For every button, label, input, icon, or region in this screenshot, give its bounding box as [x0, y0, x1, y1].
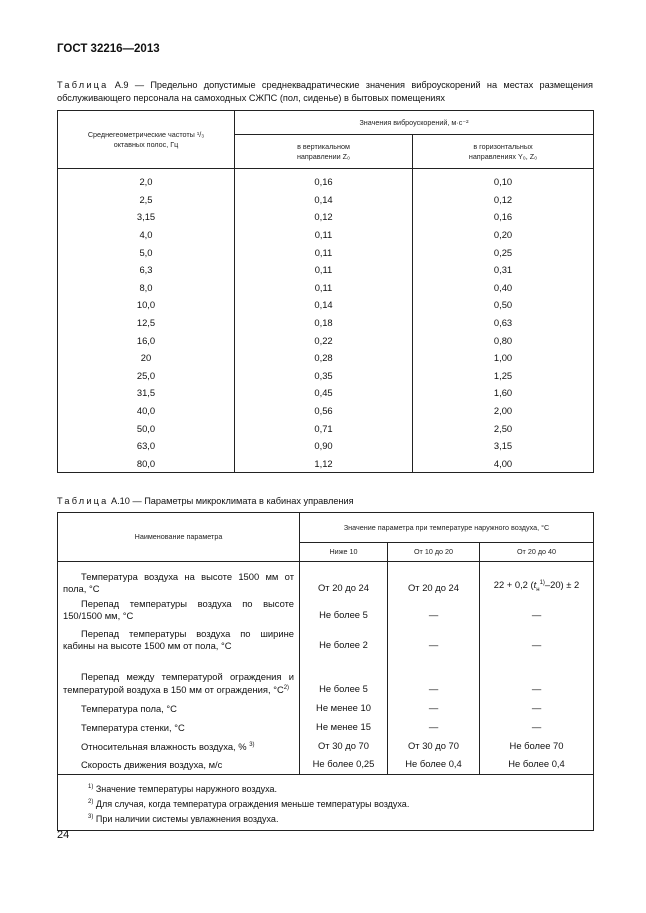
- freq-cell: 16,0: [58, 331, 235, 349]
- param-value: От 20 до 24: [388, 562, 480, 595]
- document-header: ГОСТ 32216—2013: [57, 43, 160, 55]
- table-row: [58, 622, 594, 652]
- vertical-cell: 0,11: [235, 261, 413, 279]
- vertical-cell: 0,14: [235, 296, 413, 314]
- param-value: От 30 до 70: [300, 734, 388, 753]
- param-value: Не более 70: [480, 734, 594, 753]
- table-row: [58, 753, 594, 775]
- formula-prefix: 22 + 0,2 (: [493, 578, 534, 590]
- vertical-cell: 0,71: [235, 419, 413, 437]
- col-header-vertical: в вертикальном направлении Z₀: [235, 135, 413, 169]
- vertical-cell: 0,14: [235, 191, 413, 209]
- footnotes-cell: [58, 775, 594, 831]
- footnote-mark: 2): [88, 799, 94, 805]
- col-header-param-values: Значение параметра при температуре наружного воздуха, °С: [300, 513, 594, 543]
- param-value: Не менее 15: [300, 715, 388, 734]
- freq-cell: 8,0: [58, 279, 235, 297]
- param-value: От 30 до 70: [388, 734, 480, 753]
- table-row: [58, 331, 594, 349]
- param-name: Температура стенки, °С: [58, 715, 300, 734]
- table-row: [58, 173, 594, 191]
- horizontal-cell: 0,80: [413, 331, 594, 349]
- horizontal-cell: 0,12: [413, 191, 594, 209]
- table-row: [58, 696, 594, 715]
- col-header-20-40: От 20 до 40: [480, 543, 594, 562]
- param-value: —: [480, 622, 594, 652]
- horizontal-cell: 0,20: [413, 226, 594, 244]
- table-row: [58, 562, 594, 595]
- param-value: Не более 2: [300, 622, 388, 652]
- table-row: [58, 402, 594, 420]
- footnote: [88, 811, 593, 826]
- formula-variable: t: [533, 578, 537, 590]
- freq-cell: 31,5: [58, 384, 235, 402]
- vertical-cell: 0,11: [235, 279, 413, 297]
- param-name: Температура пола, °С: [58, 696, 300, 715]
- param-value: Не более 0,4: [388, 753, 480, 775]
- freq-cell: 5,0: [58, 243, 235, 261]
- table-row: [58, 296, 594, 314]
- param-value: Не более 5: [300, 595, 388, 622]
- col-header-frequency: Среднегеометрические частоты ¹/₃ октавных полос, Гц: [58, 111, 235, 169]
- param-name: Перепад температуры воздуха по высоте 150/1500 мм, °С: [58, 595, 300, 622]
- vertical-cell: 0,22: [235, 331, 413, 349]
- table-label: Таблица: [57, 80, 109, 90]
- formula-subscript: н: [536, 586, 540, 593]
- horizontal-cell: 0,31: [413, 261, 594, 279]
- table-row: [58, 279, 594, 297]
- horizontal-cell: 2,00: [413, 402, 594, 420]
- freq-cell: 12,5: [58, 314, 235, 332]
- horizontal-cell: 4,00: [413, 455, 594, 473]
- table-row: [58, 437, 594, 455]
- vertical-cell: 0,56: [235, 402, 413, 420]
- param-value: —: [388, 696, 480, 715]
- param-value: Не более 5: [300, 652, 388, 696]
- param-value: —: [480, 652, 594, 696]
- table-row: [58, 715, 594, 734]
- vertical-cell: 1,12: [235, 455, 413, 473]
- footnote-text: При наличии системы увлажнения воздуха.: [95, 814, 279, 824]
- param-name: Температура воздуха на высоте 1500 мм от пола, °С: [58, 562, 300, 595]
- table-row: [58, 455, 594, 473]
- horizontal-cell: 0,63: [413, 314, 594, 332]
- table-row: [58, 191, 594, 209]
- horizontal-cell: 0,50: [413, 296, 594, 314]
- footnote: [88, 781, 593, 796]
- col-header-horizontal: в горизонтальных направлениях Y₀, Z₀: [413, 135, 594, 169]
- vertical-cell: 0,11: [235, 243, 413, 261]
- table-row: [58, 314, 594, 332]
- table-a10-caption: [57, 495, 593, 508]
- param-value: —: [480, 696, 594, 715]
- freq-cell: 4,0: [58, 226, 235, 244]
- vertical-cell: 0,16: [235, 173, 413, 191]
- param-name-text: Относительная влажность воздуха, %: [81, 740, 247, 752]
- vertical-cell: 0,11: [235, 226, 413, 244]
- param-value: —: [388, 595, 480, 622]
- page-number: 24: [57, 829, 70, 841]
- footnote-ref: 2): [283, 684, 290, 691]
- freq-cell: 6,3: [58, 261, 235, 279]
- table-row: [58, 652, 594, 696]
- col-header-name: Наименование параметра: [58, 513, 300, 562]
- footnote: [88, 796, 593, 811]
- param-name: [58, 652, 300, 696]
- footnote-ref: 3): [249, 741, 255, 748]
- vertical-cell: 0,90: [235, 437, 413, 455]
- freq-cell: 50,0: [58, 419, 235, 437]
- param-name: Скорость движения воздуха, м/с: [58, 753, 300, 775]
- table-row: [58, 734, 594, 753]
- horizontal-cell: 1,60: [413, 384, 594, 402]
- table-row: [58, 367, 594, 385]
- table-row: [58, 595, 594, 622]
- param-name: Перепад температуры воздуха по ширине кабины на высоте 1500 мм от пола, °С: [58, 622, 300, 652]
- freq-cell: 2,5: [58, 191, 235, 209]
- table-row: [58, 208, 594, 226]
- col-header-values: Значения виброускорений, м·с⁻²: [235, 111, 594, 135]
- vertical-cell: 0,12: [235, 208, 413, 226]
- param-value: —: [388, 715, 480, 734]
- param-value: От 20 до 24: [300, 562, 388, 595]
- table-row: [58, 384, 594, 402]
- footnote-text: Для случая, когда температура ограждения меньше температуры воздуха.: [95, 799, 410, 809]
- col-header-10-20: От 10 до 20: [388, 543, 480, 562]
- col-header-below-10: Ниже 10: [300, 543, 388, 562]
- horizontal-cell: 2,50: [413, 419, 594, 437]
- horizontal-cell: 0,10: [413, 173, 594, 191]
- param-value: Не менее 10: [300, 696, 388, 715]
- freq-cell: 3,15: [58, 208, 235, 226]
- table-a9-caption-text: А.9 — Предельно допустимые среднеквадратические значения виброускорений на местах размещения обслуживающего персонала на самоходных СЖПС (пол, сиденье) в бытовых помещениях: [57, 80, 594, 103]
- table-a10-caption-text: А.10 — Параметры микроклимата в кабинах управления: [111, 496, 354, 506]
- freq-cell: 10,0: [58, 296, 235, 314]
- param-value: —: [480, 595, 594, 622]
- param-value: —: [388, 652, 480, 696]
- footnote-mark: 1): [88, 784, 94, 790]
- vertical-cell: 0,28: [235, 349, 413, 367]
- table-a10: [57, 512, 594, 831]
- table-footnotes: [58, 775, 594, 831]
- table-row: [58, 243, 594, 261]
- vertical-cell: 0,45: [235, 384, 413, 402]
- formula-suffix: –20) ± 2: [544, 578, 580, 590]
- horizontal-cell: 0,40: [413, 279, 594, 297]
- freq-cell: 63,0: [58, 437, 235, 455]
- param-value: Не более 0,4: [480, 753, 594, 775]
- horizontal-cell: 1,25: [413, 367, 594, 385]
- horizontal-cell: 1,00: [413, 349, 594, 367]
- freq-cell: 25,0: [58, 367, 235, 385]
- freq-cell: 20: [58, 349, 235, 367]
- horizontal-cell: 3,15: [413, 437, 594, 455]
- footnote-ref: 1): [539, 579, 545, 586]
- table-row: [58, 349, 594, 367]
- footnote-mark: 3): [88, 814, 94, 820]
- vertical-cell: 0,35: [235, 367, 413, 385]
- param-value: Не более 0,25: [300, 753, 388, 775]
- table-a9-caption: [57, 79, 593, 104]
- param-value: —: [388, 622, 480, 652]
- freq-cell: 80,0: [58, 455, 235, 473]
- table-row: [58, 261, 594, 279]
- param-name-text: Перепад между температурой ограждения и температурой воздуха в 150 мм от ограждения, °С: [63, 671, 294, 695]
- param-name: [58, 734, 300, 753]
- horizontal-cell: 0,25: [413, 243, 594, 261]
- param-value: —: [480, 715, 594, 734]
- table-a9: [57, 110, 594, 473]
- horizontal-cell: 0,16: [413, 208, 594, 226]
- freq-cell: 2,0: [58, 173, 235, 191]
- table-row: [58, 419, 594, 437]
- table-label: Таблица: [57, 496, 109, 506]
- table-row: [58, 226, 594, 244]
- vertical-cell: 0,18: [235, 314, 413, 332]
- freq-cell: 40,0: [58, 402, 235, 420]
- param-value-formula: [480, 562, 594, 595]
- footnote-text: Значение температуры наружного воздуха.: [95, 784, 278, 794]
